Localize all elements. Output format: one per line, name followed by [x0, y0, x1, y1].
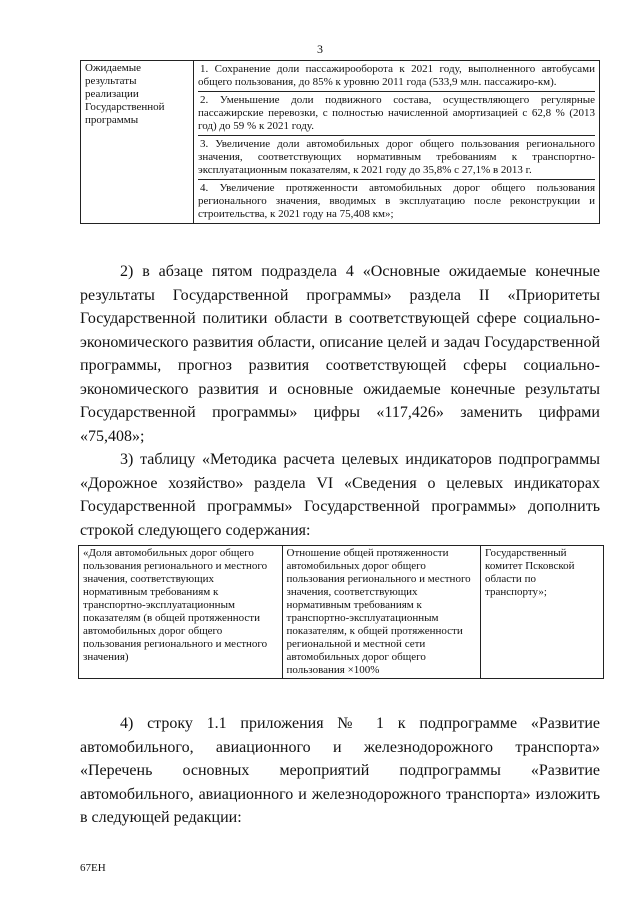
result-item-4: 4. Увеличение протяженности автомобильных дорог общего пользования регионального значения, вводимых в эксплуатацию после реконструкции и строительства, к 2021 году на 75,408 км»; — [198, 179, 595, 223]
results-label: Ожидаемые результаты реализации Государственной программы — [81, 61, 194, 224]
results-items — [194, 61, 600, 224]
table-row — [79, 546, 604, 679]
expected-results-table — [80, 60, 600, 224]
paragraph-3: 3) таблицу «Методика расчета целевых индикаторов подпрограммы «Дорожное хозяйство» раздела VI «Сведения о целевых индикаторах Государственной программы» Государственной программы» дополнить строкой следующего содержания: — [80, 451, 600, 539]
paragraph-2: 2) в абзаце пятом подраздела 4 «Основные ожидаемые конечные результаты Государственной программы» раздела II «Приоритеты Государственной политики области в соответствующей сфере социально-экономического развития области, описание целей и задач Государственной программы, прогноз развития соответствующей сферы социально-экономического развития и основные ожидаемые конечные результаты Государственной программы» цифры «117,426» заменить цифрами «75,408»; — [80, 263, 600, 445]
indicator-name-cell: «Доля автомобильных дорог общего пользования регионального и местного значения, соответствующих нормативным требованиям к транспортно-эксплуатационным показателям (в общей протяженности автомобильных дорог общего пользования регионального и местного значения) — [79, 546, 283, 679]
footer-code: 67ЕН — [80, 862, 106, 874]
result-item-3: 3. Увеличение доли автомобильных дорог общего пользования регионального значения, соответствующих нормативным требованиям к транспортно-эксплуатационным показателям, к 2021 году до 35,8% с 27,1% в 2013 г. — [198, 135, 595, 179]
result-item-2: 2. Уменьшение доли подвижного состава, осуществляющего регулярные пассажирские перевозки, с полностью начисленной амортизацией с 62,8 % (2013 год) до 59 % к 2021 году. — [198, 91, 595, 135]
result-item-1: 1. Сохранение доли пассажирооборота к 2021 году, выполненного автобусами общего пользования, до 85% к уровню 2011 года (533,9 млн. пассажиро-км). — [198, 63, 595, 88]
indicator-table — [78, 545, 604, 679]
table-row — [81, 61, 600, 224]
page-number: 3 — [317, 42, 323, 56]
indicator-method-cell: Отношение общей протяженности автомобильных дорог общего пользования регионального и местного значения, соответствующих нормативным требованиям к транспортно-эксплуатационным показателям, к общей протяженности региональной и местной сети автомобильных дорог общего пользования ×100% — [282, 546, 481, 679]
indicator-responsible-cell: Государственный комитет Псковской области по транспорту»; — [481, 546, 604, 679]
paragraph-4: 4) строку 1.1 приложения № 1 к подпрограмме «Развитие автомобильного, авиационного и железнодорожного транспорта» «Перечень основных мероприятий подпрограммы «Развитие автомобильного, авиационного и железнодорожного транспорта» изложить в следующей редакции: — [80, 715, 600, 826]
